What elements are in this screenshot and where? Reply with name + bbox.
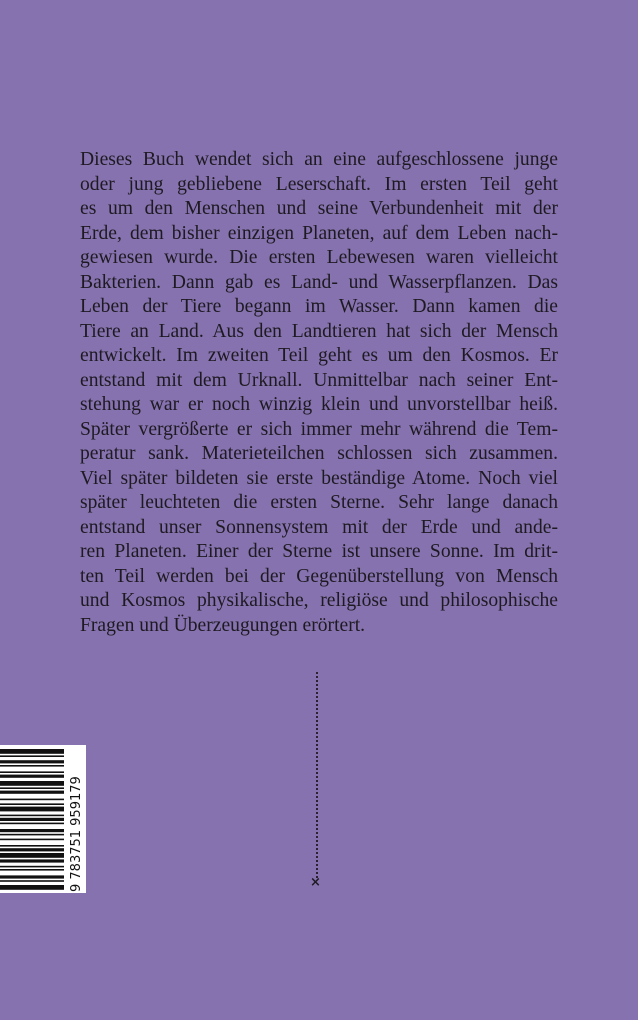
blurb-line: Dieses Buch wendet sich an eine aufgeschlossene junge [80,149,558,170]
barcode-bar [0,781,64,786]
barcode-bar [0,885,64,890]
barcode-bar [0,791,64,794]
isbn-digits: 9 783751 959179 [69,776,84,892]
barcode-bar [0,815,64,817]
barcode-bar [0,834,64,836]
barcode-bar [0,848,64,851]
blurb-line: peratur sank. Materieteilchen schlossen sich zusammen. [80,443,558,464]
blurb-line: stehung war er noch winzig klein und unvorstellbar heiß. [80,394,558,415]
dotted-divider [316,672,318,878]
barcode-bar [0,807,64,812]
barcode-bar [0,771,64,773]
blurb-line: entstand mit dem Urknall. Unmittelbar nach seiner Ent- [80,369,558,391]
barcode-graphic [0,745,86,893]
blurb-line: Erde, dem bisher einzigen Planeten, auf dem Leben nach- [80,222,558,244]
barcode-bar [0,859,64,862]
barcode-bar [0,829,64,832]
barcode-bar [0,765,64,767]
barcode-bar [0,869,64,871]
blurb-line: es um den Menschen und seine Verbundenheit mit der [80,198,558,219]
blurb-line: Tiere an Land. Aus den Landtieren hat sich der Mensch [80,320,558,342]
barcode-bar [0,875,64,878]
barcode-bar [0,845,64,847]
blurb-line: Fragen und Überzeugungen erörtert. [80,614,366,636]
cross-mark-icon: × [310,875,321,890]
blurb-line: Leben der Tiere begann im Wasser. Dann kamen die [80,296,558,317]
barcode-bar [0,866,64,868]
blurb-line: Viel später bildeten sie erste beständige Atome. Noch viel [80,467,558,489]
barcode-bar [0,823,64,825]
blurb-line: ren Planeten. Einer der Sterne ist unsere Sonne. Im drit- [80,541,558,562]
blurb-line: gewiesen wurde. Die ersten Lebewesen waren vielleicht [80,247,558,268]
blurb-text [80,148,558,638]
blurb-line: ten Teil werden bei der Gegenüberstellung von Mensch [80,565,558,587]
blurb-line: Später vergrößerte er sich immer mehr während die Tem- [80,418,558,440]
blurb-line: entwickelt. Im zweiten Teil geht es um den Kosmos. Er [80,345,558,366]
barcode-bar [0,760,64,763]
barcode-bar [0,880,64,882]
blurb-line: und Kosmos physikalische, religiöse und philosophische [80,590,558,611]
isbn-barcode [0,745,86,893]
barcode-bar [0,749,64,754]
barcode-bar [0,787,64,789]
barcode-bar [0,775,64,778]
barcode-bar [0,818,64,821]
barcode-bar [0,853,64,858]
blurb-line: entstand unser Sonnensystem mit der Erde und ande- [80,516,558,538]
barcode-bar [0,839,64,841]
blurb-line: oder jung gebliebene Leserschaft. Im ersten Teil geht [80,173,558,195]
blurb-line: Bakterien. Dann gab es Land- und Wasserpflanzen. Das [80,271,558,293]
blurb-line: später leuchteten die ersten Sterne. Sehr lange danach [80,492,558,513]
barcode-bar [0,799,64,801]
barcode-bar [0,755,64,757]
barcode-bar [0,803,64,805]
